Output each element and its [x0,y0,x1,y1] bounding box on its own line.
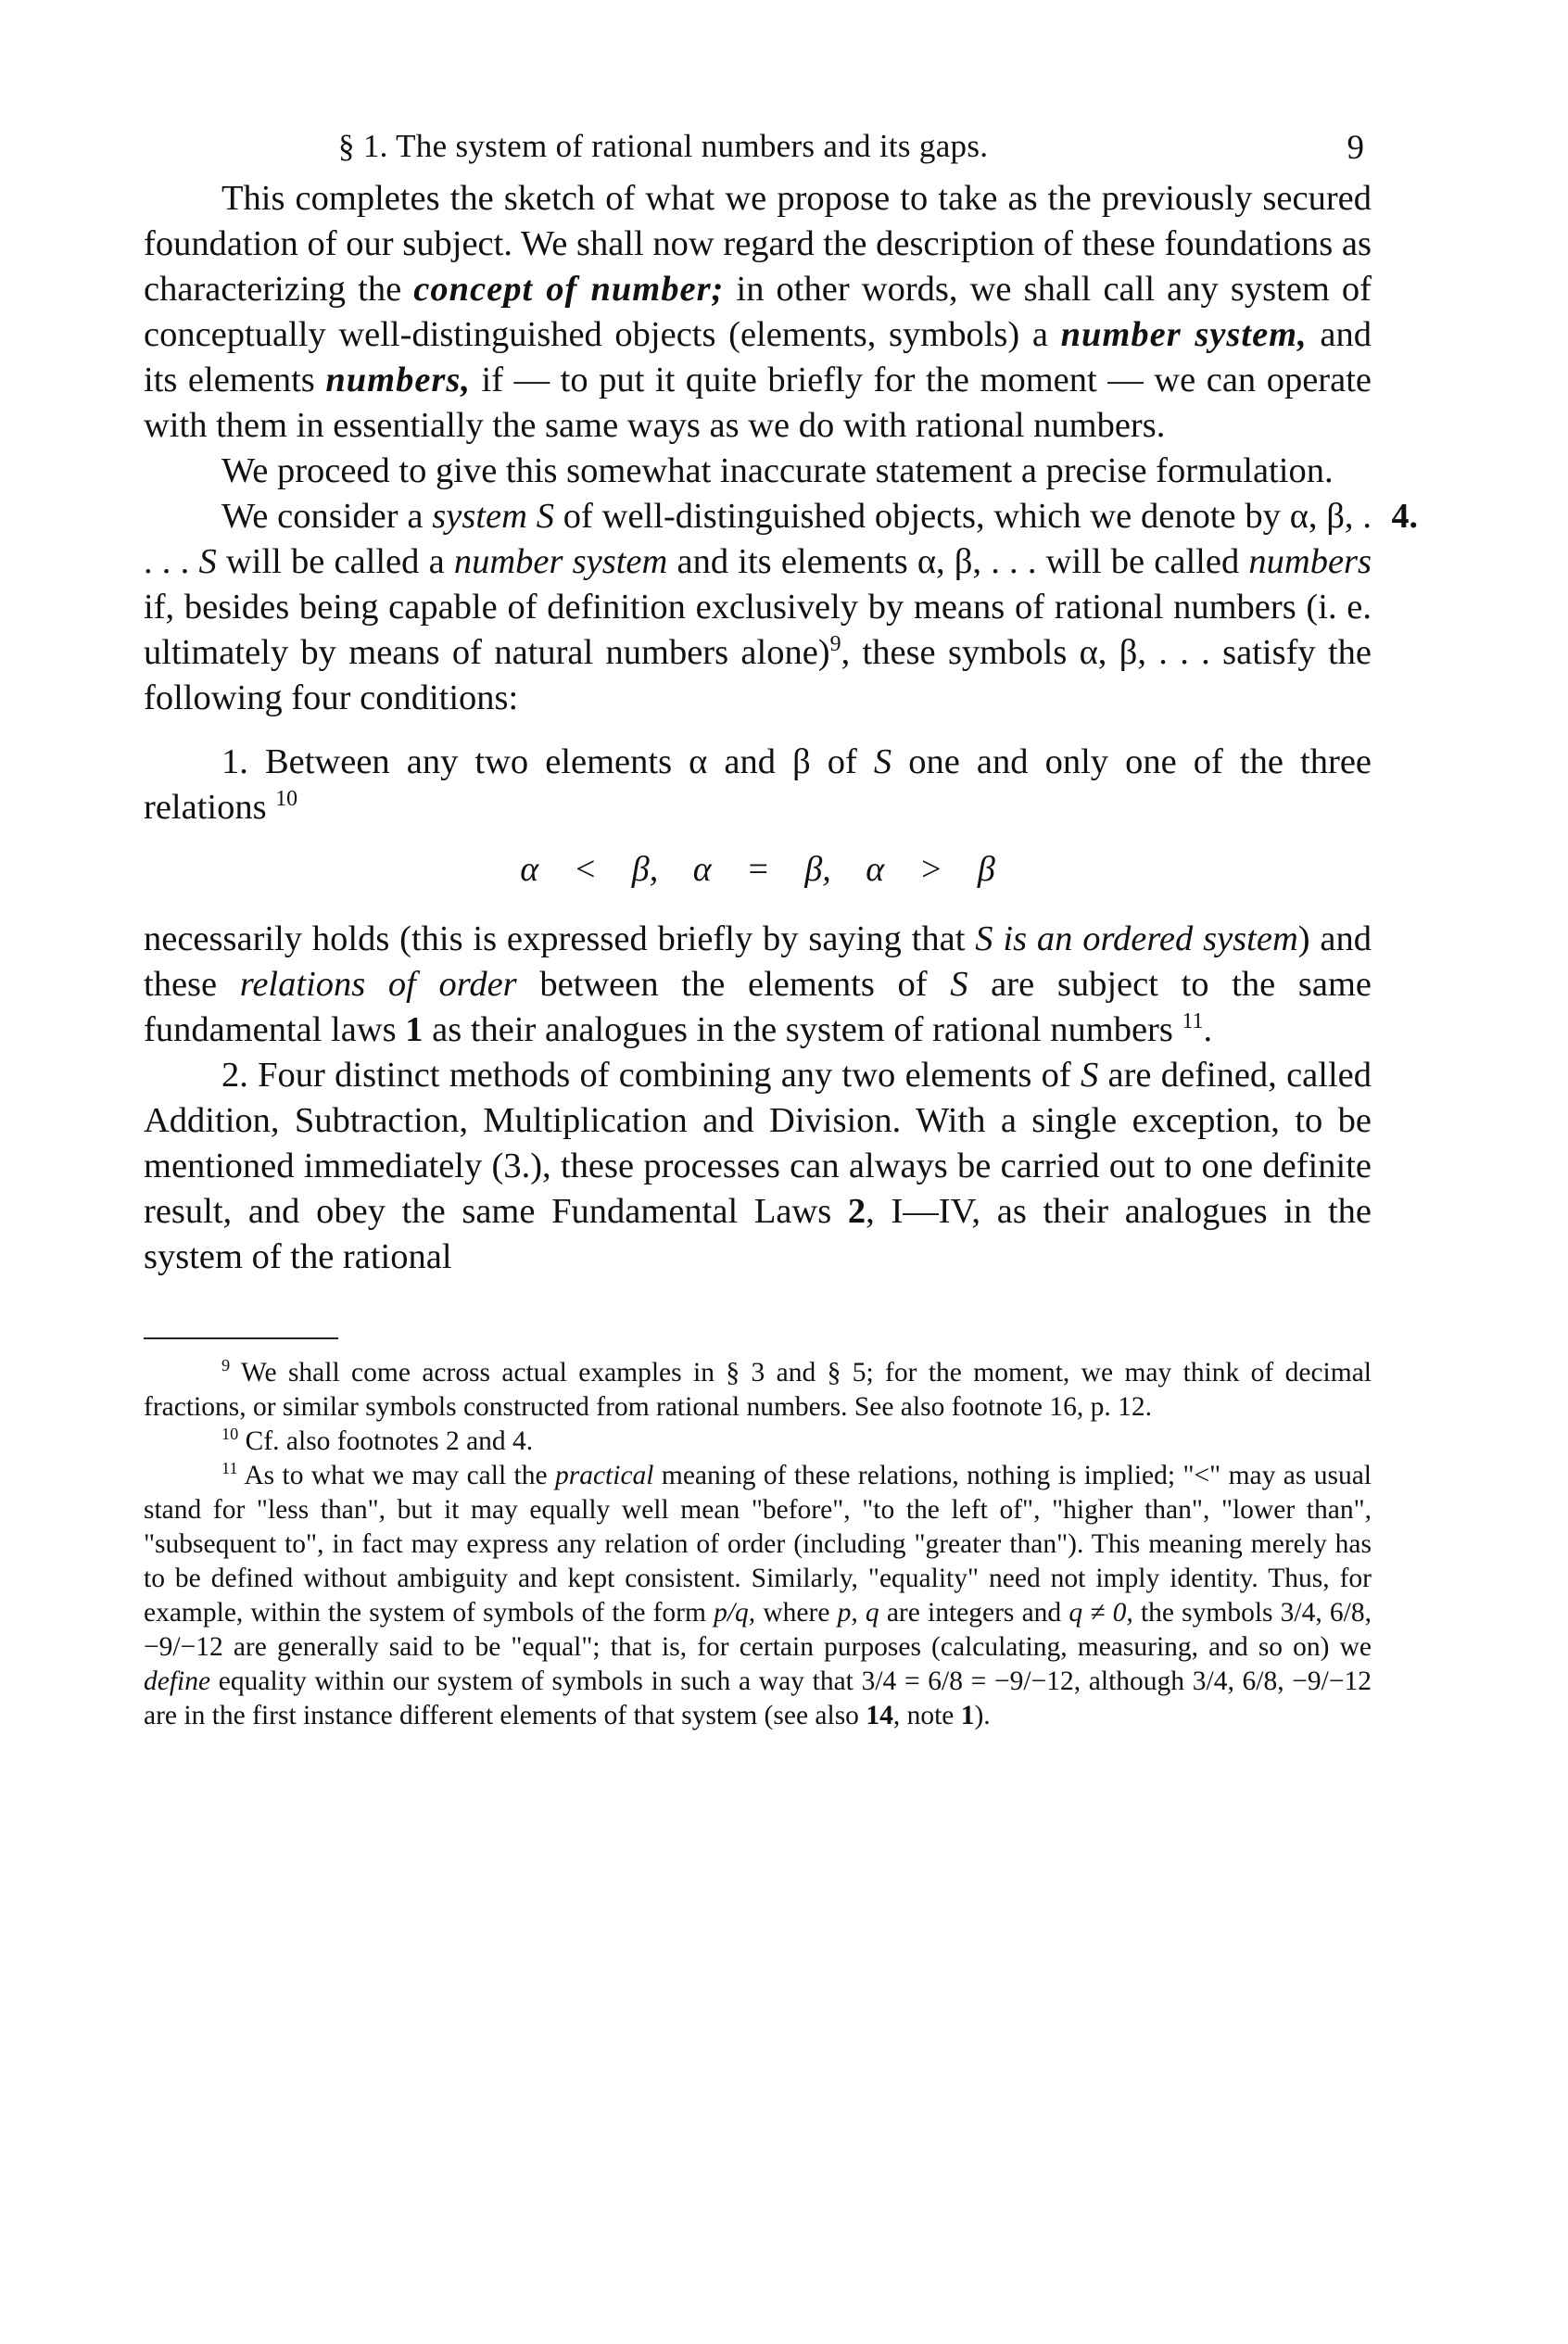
footnote-number: 9 [221,1356,231,1375]
main-text [144,176,1418,1280]
italic-span: number system [453,542,668,581]
italic-span: S [873,742,892,781]
text-span: will be called a [216,542,454,581]
text-span: are subject to the same fundamental laws [144,965,1372,1049]
text-span: of well-distinguished objects, which we denote by α, β, . . . . [144,497,1372,581]
italic-span: p/q, [714,1598,756,1628]
defined-term-number-system: number system, [1060,315,1308,354]
footnote-ref-9[interactable]: 9 [829,632,841,657]
text-span: in other words, we shall call any system of conceptually well-distinguished objects (elements, symbols) a [144,270,1372,354]
defined-term-numbers: numbers, [325,361,472,399]
text-span: As to what we may call the [237,1461,555,1490]
text-span: necessarily holds (this is expressed briefly by saying that [144,919,976,958]
paragraph-5 [144,917,1372,1053]
footnote-number: 10 [221,1425,239,1444]
text-span: , these symbols α, β, . . . satisfy the following four conditions: [144,633,1372,717]
header-section: § 1. [338,128,388,164]
italic-span: system S [432,497,554,536]
text-span: and its elements α, β, . . . will be called [667,542,1249,581]
italic-span: define [144,1666,211,1696]
bold-ref: 14 [866,1701,893,1730]
paragraph-3 [144,494,1372,721]
text-span: meaning of these relations, nothing is implied; "<" may as usual stand for "less than", but it may equally well mean "before", "to the left of", "higher than", "lower than", "subsequent to", in fact may express any relation of order (including "greater than"). This meaning merely has to be defined without ambiguity and kept consistent. Similarly, "equality" need not imply identity. Thus, for example, within the system of symbols of the form [144,1461,1372,1628]
header-title [338,128,988,165]
footnote-divider [144,1337,338,1339]
text-span: 1. Between any two elements α and β of [221,742,874,781]
text-span: , I—IV, as their analogues in the system of the rational [144,1192,1372,1276]
footnote-ref-11[interactable]: 11 [1182,1009,1204,1034]
text-span: . [1203,1010,1213,1049]
bold-ref: 2 [847,1192,866,1231]
paragraph-6 [144,1053,1372,1280]
italic-span: practical [554,1461,654,1490]
text-span: ). [974,1701,991,1730]
paragraph-2: We proceed to give this somewhat inaccurate statement a precise formulation. [221,451,1334,490]
italic-span: relations of order [239,965,517,1004]
text-span: as their analogues in the system of rational numbers [423,1010,1182,1049]
bold-ref: 1 [960,1701,975,1730]
italic-span: q ≠ 0, [1069,1598,1133,1628]
footnote-9 [144,1356,1372,1425]
order-relations-formula: α < β, α = β, α > β [520,850,995,889]
text-span: are defined, called Addition, Subtraction, Multiplication and Division. With a single exception, to be mentioned immediately (3.), these processes can always be carried out to one definite result, and obey the same Fundamental Laws [144,1056,1372,1231]
bold-ref: 1 [405,1010,424,1049]
footnote-text: Cf. also footnotes 2 and 4. [238,1426,534,1456]
text-span: are integers and [879,1598,1069,1628]
margin-marker: 4. [1391,497,1418,536]
text-span: if — to put it quite briefly for the moment — we can operate with them in essentially the same ways as we do with rational numbers. [144,361,1372,445]
text-span: between the elements of [516,965,951,1004]
text-span: We consider a [221,497,433,536]
text-span: where [755,1598,838,1628]
text-span: one and only one of the three relations [144,742,1372,827]
footnote-ref-10[interactable]: 10 [275,787,298,812]
defined-term-concept-of-number: concept of number; [413,270,725,309]
text-span: if, besides being capable of definition exclusively by means of rational numbers (i. e. ultimately by means of natural numbers alone) [144,588,1372,672]
italic-span: S [950,965,968,1004]
footnote-number: 11 [221,1459,238,1478]
footnote-text: We shall come across actual examples in § 3 and § 5; for the moment, we may think of decimal fractions, or similar symbols constructed from rational numbers. See also footnote 16, p. 12. [144,1358,1372,1422]
paragraph-3-wrap [144,494,1418,721]
paragraph-1 [144,176,1372,449]
italic-span: S is an ordered system [975,919,1298,958]
text-span: the symbols 3/4, 6/8, −9/−12 are generally said to be "equal"; that is, for certain purposes (calculating, measuring, and so on) we [144,1598,1372,1662]
text-span: equality within our system of symbols in such a way that 3/4 = 6/8 = −9/−12, although 3/4, 6/8, −9/−12 are in the first instance different elements of that system (see also [144,1666,1372,1730]
header-title-text: The system of rational numbers and its gaps. [396,128,989,164]
running-header [144,120,1372,176]
text-span: ) and these [144,919,1372,1004]
page-number: 9 [1347,129,1364,167]
italic-span: S [198,542,217,581]
italic-span: S [1080,1056,1099,1095]
text-span: and its elements [144,315,1372,399]
text-span: , note [892,1701,961,1730]
footnote-10 [144,1425,1372,1459]
footnote-11 [144,1459,1372,1733]
text-span: 2. Four distinct methods of combining any two elements of [221,1056,1081,1095]
footnotes [144,1356,1372,1733]
text-span: This completes the sketch of what we propose to take as the previously secured foundation of our subject. We shall now regard the description of these foundations as characterizing the [144,179,1372,309]
paragraph-4 [144,740,1372,830]
italic-span: p, q [837,1598,879,1628]
italic-span: numbers [1248,542,1372,581]
page [144,120,1418,1733]
